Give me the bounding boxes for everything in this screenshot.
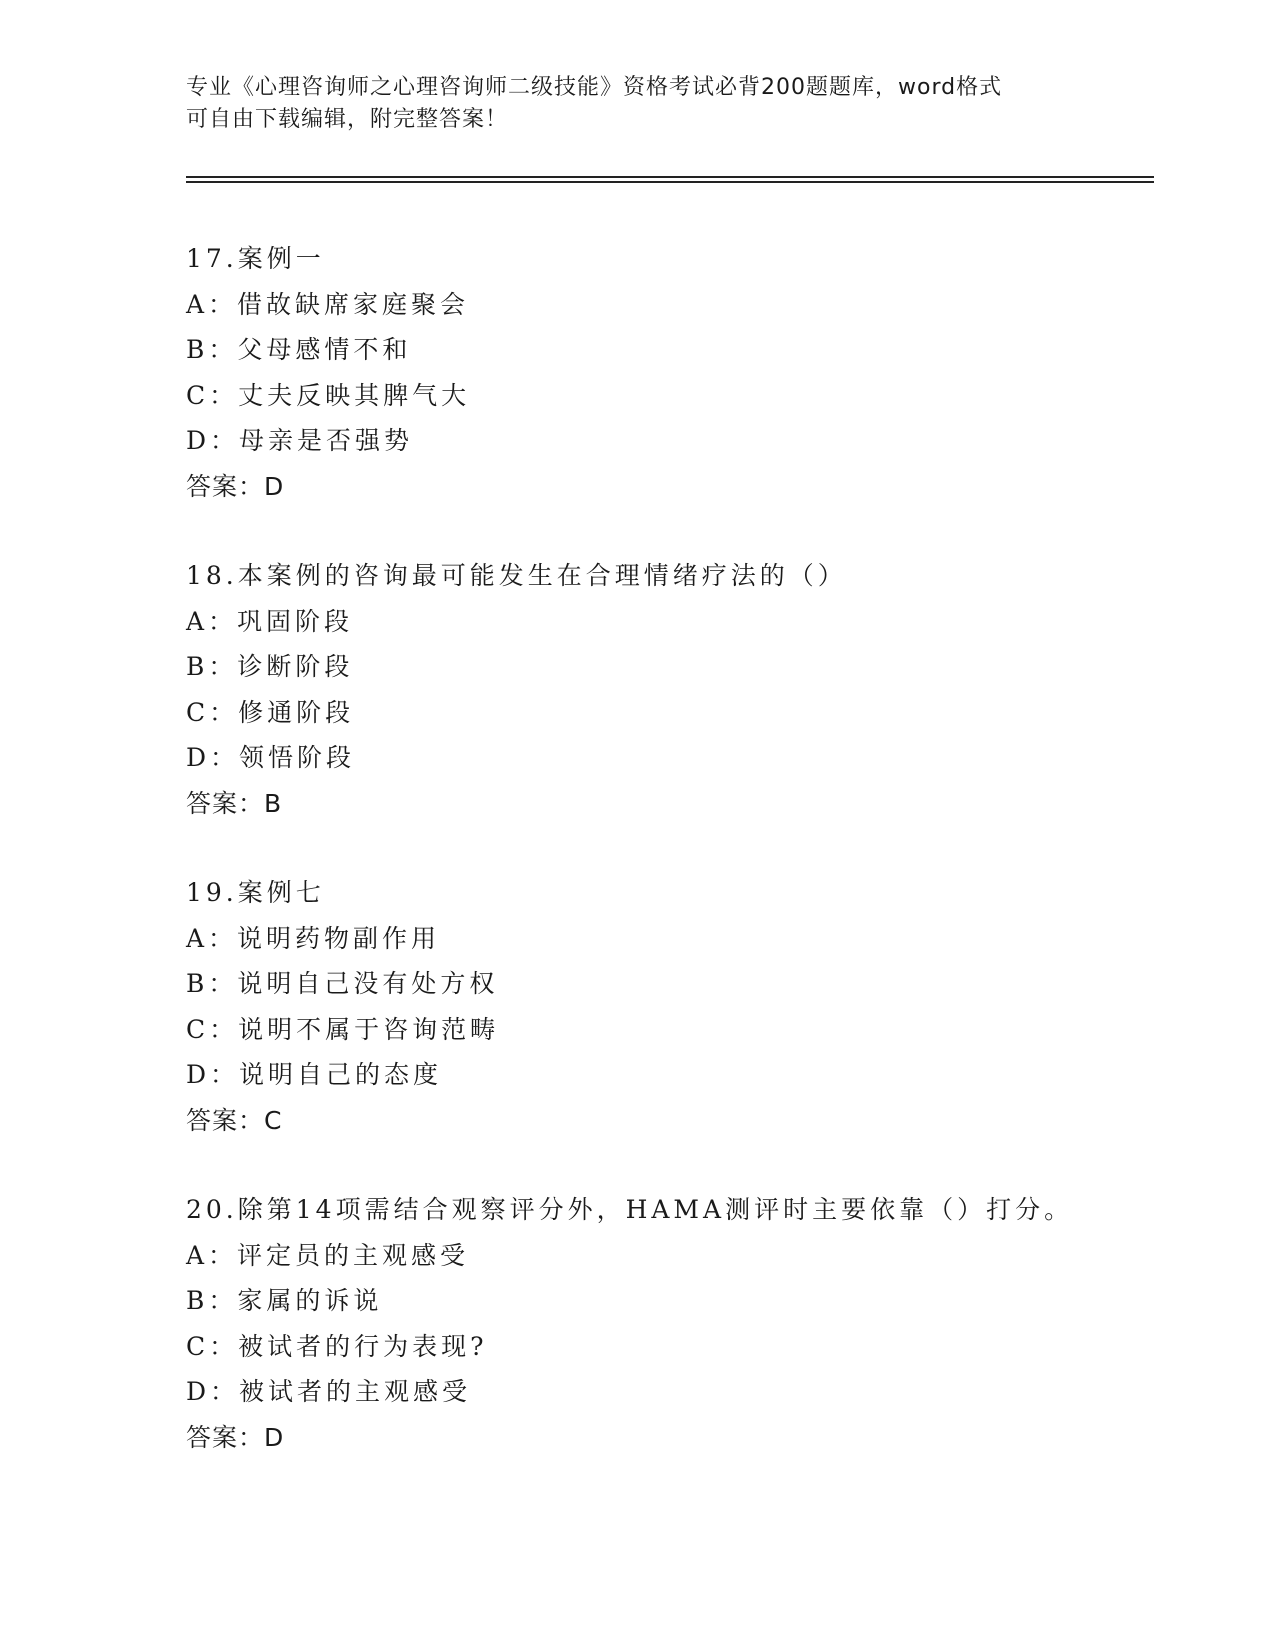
option-d: D：领悟阶段 <box>186 743 356 772</box>
option-d: D：母亲是否强势 <box>186 426 414 455</box>
option-b: B：家属的诉说 <box>186 1286 383 1315</box>
header-line-2: 可自由下载编辑，附完整答案！ <box>186 107 509 132</box>
header-divider-bottom <box>186 181 1154 183</box>
option-c: C：说明不属于咨询范畴 <box>186 1014 500 1044</box>
answer-line: 答案：D <box>186 1422 285 1452</box>
answer-line: 答案：C <box>186 1105 283 1135</box>
option-a: A：借故缺席家庭聚会 <box>186 289 470 319</box>
question-text: 17.案例一 <box>186 244 325 273</box>
option-b: B：诊断阶段 <box>186 652 354 681</box>
question-19 <box>186 870 1146 1143</box>
question-text: 19.案例七 <box>186 878 325 907</box>
option-a: A：巩固阶段 <box>186 606 354 636</box>
question-text: 20.除第14项需结合观察评分外，HAMA测评时主要依靠（）打分。 <box>186 1195 1074 1224</box>
document-header <box>186 72 1086 136</box>
option-b: B：说明自己没有处方权 <box>186 969 499 998</box>
answer-line: 答案：D <box>186 471 285 501</box>
option-c: C：修通阶段 <box>186 697 355 727</box>
question-18 <box>186 553 1146 826</box>
option-a: A：评定员的主观感受 <box>186 1240 470 1270</box>
question-20 <box>186 1187 1146 1460</box>
answer-line: 答案：B <box>186 788 283 818</box>
header-line-1: 专业《心理咨询师之心理咨询师二级技能》资格考试必背200题题库，word格式 <box>186 75 1003 100</box>
option-c: C：丈夫反映其脾气大 <box>186 380 471 410</box>
option-c: C：被试者的行为表现? <box>186 1331 488 1361</box>
option-d: D：说明自己的态度 <box>186 1060 443 1089</box>
option-b: B：父母感情不和 <box>186 335 412 364</box>
option-a: A：说明药物副作用 <box>186 923 441 953</box>
question-17 <box>186 236 1146 509</box>
header-divider-top <box>186 176 1154 178</box>
question-text: 18.本案例的咨询最可能发生在合理情绪疗法的（） <box>186 561 847 590</box>
option-d: D：被试者的主观感受 <box>186 1377 472 1406</box>
question-list <box>186 236 1146 1504</box>
